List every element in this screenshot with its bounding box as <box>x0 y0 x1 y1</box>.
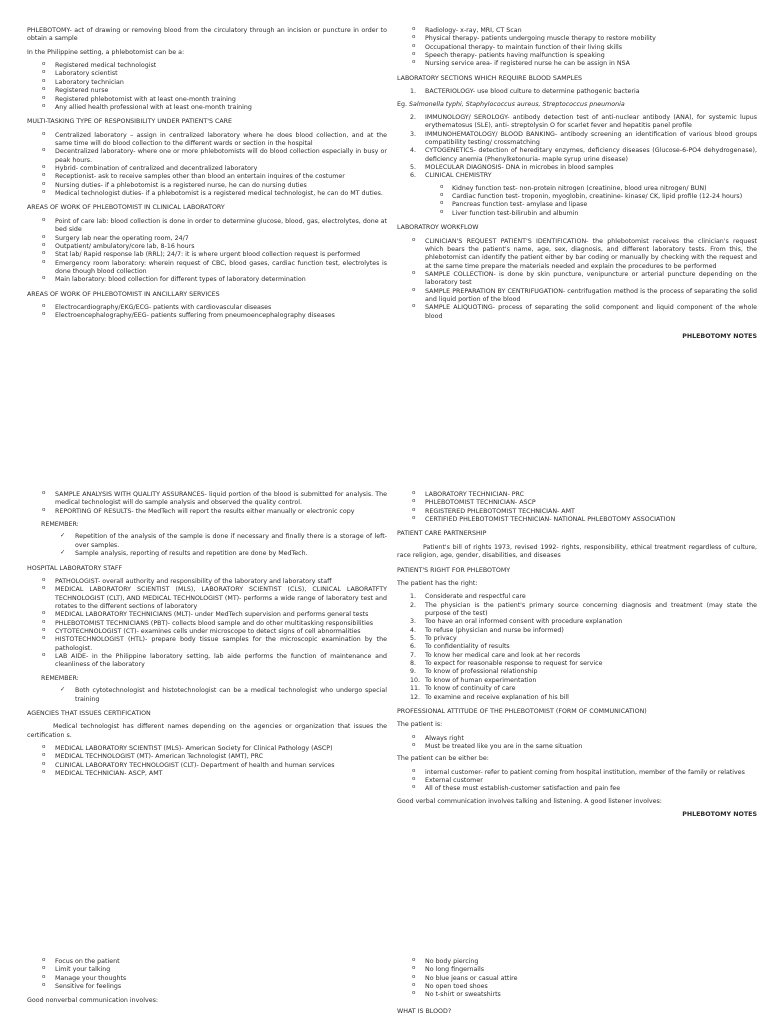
agencies-list <box>27 745 387 778</box>
list-item: o Laboratory technician <box>27 79 387 87</box>
list-item: o Must be treated like you are in the same situation <box>397 743 757 751</box>
list-item: o No t-shirt or sweatshirts <box>397 991 757 999</box>
list-item: o SAMPLE ANALYSIS WITH QUALITY ASSURANCES- liquid portion of the blood is submitted for analysis. The medical technologist will do sample analysis and observed the quality control. <box>27 491 387 508</box>
list-item: o Registered medical technologist <box>27 62 387 70</box>
list-item: o Always right <box>397 735 757 743</box>
page-1 <box>27 27 387 325</box>
list-item: o SAMPLE PREPARATION BY CENTRIFUGATION- centrifugation method is the process of separating the solid and liquid portion of the blood <box>397 288 757 305</box>
section-heading: LABORATORY SECTIONS WHICH REQUIRE BLOOD SAMPLES <box>397 74 583 82</box>
list-item: 10. To know of human experimentation <box>410 676 537 684</box>
workflow-continued-list <box>27 491 387 516</box>
list-item: 1. Considerate and respectful care <box>410 593 526 601</box>
list-item: o Sensitive for feelings <box>27 983 387 991</box>
list-item: o Outpatient/ ambulatory/core lab, 8-16 hours <box>27 243 387 251</box>
patient-is-text: The patient is: <box>397 721 443 729</box>
section-heading: WHAT IS BLOOD? <box>397 1007 452 1015</box>
list-item: o Pancreas function test- amylase and lipase <box>397 201 757 209</box>
list-item: o All of these must establish-customer satisfaction and pain fee <box>397 785 757 793</box>
list-item: 4. CYTOGENETICS- detection of hereditary enzymes, deficiency diseases (Glucose-6-PO4 dehydrogenase), deficiency anemia (Phenylketonuria- maple syrup urine disease) <box>410 147 757 163</box>
list-item: o HISTOTECHNOLOGIST (HTL)- prepare body tissue samples for the microscopic examination by the pathologist. <box>27 636 387 653</box>
list-item: 6. CLINICAL CHEMISTRY <box>410 172 492 180</box>
list-item: 9. To know of professional relationship <box>410 668 538 676</box>
list-item: 2. The physician is the patient's primary source concerning diagnosis and treatment (may state the purpose of the test) <box>410 601 757 617</box>
remember-label: REMEMBER: <box>41 674 79 682</box>
list-item: 12. To examine and receive explanation of his bill <box>410 693 569 701</box>
workflow-list <box>397 238 757 322</box>
list-item: 4. To refuse (physician and nurse be informed) <box>410 626 564 634</box>
list-item: o Cardiac function test- troponin, myoglobin, creatinine- kinase/ CK, lipid profile (12-24 hours) <box>397 193 757 201</box>
list-item: 7. To know her medical care and look at her records <box>410 651 581 659</box>
list-item: o Laboratory scientist <box>27 70 387 78</box>
list-item: o MEDICAL LABORATORY TECHNICIANS (MLT)- under MedTech supervision and performs general tests <box>27 611 387 619</box>
list-item: o Electrocardiography/EKG/ECG- patients with cardiovascular diseases <box>27 304 387 312</box>
list-item: 3. IMMUNOHEMATOLOGY/ BLOOD BANKING- antibody screening an identification of various blood groups compatibility testing/ crossmatching <box>410 130 757 146</box>
list-item: o No blue jeans or casual attire <box>397 975 757 983</box>
sections-list <box>397 114 757 181</box>
list-item: o REPORTING OF RESULTS- the MedTech will report the results either manually or electronic copy <box>27 508 387 516</box>
page-footer: PHLEBOTOMY NOTES <box>682 811 757 819</box>
list-item: o Kidney function test- non-protein nitrogen (creatinine, blood urea nitrogen/ BUN) <box>397 185 757 193</box>
section-heading: PATIENT CARE PARTNERSHIP <box>397 530 487 538</box>
list-item: o Main laboratory: blood collection for different types of laboratory determination <box>27 276 387 284</box>
list-item: o SAMPLE COLLECTION- is done by skin puncture, venipuncture or arterial puncture depending on the laboratory test <box>397 271 757 288</box>
section-heading: HOSPITAL LABORATORY STAFF <box>27 564 123 572</box>
list-item: o LAB AIDE- in the Philippine laboratory setting, lab aide performs the function of maintenance and cleanliness of the laboratory <box>27 653 387 670</box>
section-heading: PROFESSIONAL ATTITUDE OF THE PHLEBOTOMIST (FORM OF COMMUNICATION) <box>397 707 647 715</box>
sections-list-start <box>397 88 757 96</box>
list-item: o Point of care lab: blood collection is done in order to determine glucose, blood, gas, electrolytes, done at bed side <box>27 218 387 235</box>
agencies-intro: Medical technologist has different names depending on the agencies or organization that issues the certification s. <box>27 723 387 739</box>
roles-list <box>27 62 387 112</box>
list-item: 1. BACTERIOLOGY- use blood culture to determine pathogenic bacteria <box>410 88 640 96</box>
list-item: o No long fingernails <box>397 966 757 974</box>
list-item: o Registered phlebotomist with at least one-month training <box>27 96 387 104</box>
partnership-text: Patient's bill of rights 1973, revised 1992- rights, responsibility, ethical treatment regardless of culture, race religion, age, gender, disabilities, and diseases <box>397 543 757 560</box>
patient-is-list <box>397 735 757 752</box>
list-item: ✓ Repetition of the analysis of the sample is done if necessary and finally there is a storage of left-over samples. <box>27 533 387 550</box>
list-item: o MEDICAL LABORATORY SCIENTIST (MLS), LABORATORY SCIENTIST (CLS), CLINICAL LABORATFTY TECHNOLOGIST (CLT), AND MEDICAL TECHNOLOGIST (MT)- performs a wide range of laboratory test and rotates to the different sections of laboratory <box>27 586 387 611</box>
list-item: o LABORATORY TECHNICIAN- PRC <box>397 491 757 499</box>
page-4 <box>397 491 757 820</box>
staff-list <box>27 578 387 670</box>
page-2 <box>397 27 757 342</box>
page-footer: PHLEBOTOMY NOTES <box>682 333 757 341</box>
page-5 <box>27 958 387 1011</box>
rights-list <box>397 593 757 702</box>
list-item: o Medical technologist duties- if a phlebotomist is a registered medical technologist, he can do MT duties. <box>27 190 387 198</box>
list-item: o SAMPLE ALIQUOTING- process of separating the solid component and liquid component of the whole blood <box>397 304 757 321</box>
page-6 <box>397 958 757 1021</box>
remember-list <box>27 687 387 704</box>
list-item: o PATHOLOGIST- overall authority and responsibility of the laboratory and laboratory staff <box>27 578 387 586</box>
list-item: 2. IMMUNOLOGY/ SEROLOGY- antibody detection test of anti-nuclear antibody (ANA), for systemic lupus erythematosus (SLE), anti- streptolysin O for scarlet fever and hepatitis panel profile <box>410 113 757 130</box>
list-item: o CLINICAL LABORATORY TECHNOLOGIST (CLT)- Department of health and human services <box>27 762 387 770</box>
list-item: 3. Too have an oral informed consent with procedure explanation <box>410 618 623 626</box>
clinical-areas-list <box>27 218 387 285</box>
list-item: o Radiology- x-ray, MRI, CT Scan <box>397 27 757 35</box>
list-item: o Limit your talking <box>27 966 387 974</box>
section-heading: AREAS OF WORK OF PHLEBOTOMIST IN ANCILLARY SERVICES <box>27 290 220 298</box>
list-item: o REGISTERED PHLEBOTOMIST TECHNICIAN- AMT <box>397 508 757 516</box>
list-item: o PHLEBOTOMIST TECHNICIAN- ASCP <box>397 499 757 507</box>
list-item: 8. To expect for reasonable response to request for service <box>410 660 603 668</box>
list-item: o Physical therapy- patients undergoing muscle therapy to restore mobility <box>397 35 757 43</box>
list-item: o No open toed shoes <box>397 983 757 991</box>
ancillary-continued-list <box>397 27 757 69</box>
list-item: o MEDICAL TECHNOLOGIST (MT)- American Technologist (AMT), PRC <box>27 753 387 761</box>
patient-either-list <box>397 769 757 794</box>
section-heading: PATIENT'S RIGHT FOR PHLEBOTOMY <box>397 566 511 574</box>
list-item: o Manage your thoughts <box>27 975 387 983</box>
example-text: Eg. Salmonella typhi, Staphylococcus aureus, Streptococcus pneumonia <box>397 100 625 108</box>
list-item: o Stat lab/ Rapid response lab (RRL); 24/7: it is where urgent blood collection request is performed <box>27 251 387 259</box>
list-item: o MEDICAL LABORATORY SCIENTIST (MLS)- American Society for Clinical Pathology (ASCP) <box>27 745 387 753</box>
list-item: o Decentralized laboratory- where one or more phlebotomists will do blood collection especially in busy or peak hours. <box>27 148 387 165</box>
list-item: o No body piercing <box>397 958 757 966</box>
list-item: o Emergency room laboratory: wherein request of CBC, blood gases, cardiac function test, electrolytes is done though blood collection <box>27 260 387 277</box>
list-item: 5. MOLECULAR DIAGNOSIS- DNA in microbes in blood samples <box>410 164 614 172</box>
list-item: o Centralized laboratory – assign in centralized laboratory where he does blood collection, and at the same time will do blood collection to the different wards or section in the hospital <box>27 132 387 149</box>
listener-list <box>27 958 387 991</box>
list-item: o Speech therapy- patients having malfunction is speaking <box>397 52 757 60</box>
list-item: o Nursing duties- if a phlebotomist is a registered nurse, he can do nursing duties <box>27 182 387 190</box>
nonverbal-text: Good nonverbal communication involves: <box>27 997 158 1005</box>
list-item: o Surgery lab near the operating room, 24/7 <box>27 235 387 243</box>
list-item: o Nursing service area- if registered nurse he can be assign in NSA <box>397 60 757 68</box>
verbal-communication-text: Good verbal communication involves talking and listening. A good listener involves: <box>397 797 662 805</box>
list-item: o PHLEBOTOMIST TECHNICIANS (PBT)- collects blood sample and do other multitasking responsibilities <box>27 620 387 628</box>
section-heading: MULTI-TASKING TYPE OF RESPONSIBILITY UNDER PATIENT'S CARE <box>27 118 233 126</box>
phlebotomy-definition: PHLEBOTOMY- act of drawing or removing blood from the circulatory through an incision or puncture in order to obtain a sample <box>27 27 387 43</box>
list-item: o External customer <box>397 777 757 785</box>
list-item: o Hybrid- combination of centralized and decentralized laboratory <box>27 165 387 173</box>
agencies-continued-list <box>397 491 757 524</box>
ancillary-list <box>27 304 387 321</box>
list-item: ✓ Both cytotechnologist and histotechnologist can be a medical technologist who undergo special training <box>27 687 387 704</box>
list-item: o CERTIFIED PHLEBOTOMIST TECHNICIAN- NATIONAL PHLEBOTOMY ASSOCIATION <box>397 516 757 524</box>
list-item: o internal customer- refer to patient coming from hospital institution, member of the family or relatives <box>397 769 757 777</box>
patient-either-text: The patient can be either be: <box>397 755 489 763</box>
list-item: o CLINICIAN'S REQUEST PATIENT'S IDENTIFICATION- the phlebotomist receives the clinician's request which bears the patient's name, age, sex, diagnosis, and different laboratory tests. From this, the phlebotomist can identify the patient either by bar coding or manually by checking with the request and at the same time prepare the materials needed and explain the procedures to be performed <box>397 238 757 271</box>
list-item: 6. To confidentiality of results <box>410 643 510 651</box>
multitask-list <box>27 132 387 199</box>
list-item: o Focus on the patient <box>27 958 387 966</box>
section-heading: AGENCIES THAT ISSUES CERTIFICATION <box>27 709 151 717</box>
dress-code-list <box>397 958 757 1000</box>
list-item: 11. To know of continuity of care <box>410 685 516 693</box>
list-item: o CYTOTECHNOLOGIST (CT)- examines cells under microscope to detect signs of cell abnormalities <box>27 628 387 636</box>
page-3 <box>27 491 387 782</box>
list-item: o MEDICAL TECHNICIAN- ASCP, AMT <box>27 770 387 778</box>
section-heading: AREAS OF WORK OF PHLEBOTOMIST IN CLINICAL LABORATORY <box>27 204 225 212</box>
setting-text: In the Philippine setting, a phlebotomist can be a: <box>27 48 185 56</box>
list-item: o Occupational therapy- to maintain function of their living skills <box>397 44 757 52</box>
rights-intro: The patient has the right: <box>397 579 478 587</box>
list-item: 5. To privacy <box>410 635 457 643</box>
remember-list <box>27 533 387 558</box>
list-item: o Electroencephalography/EEG- patients suffering from pneumoencephalography diseases <box>27 312 387 320</box>
remember-label: REMEMBER: <box>41 521 79 529</box>
list-item: ✓ Sample analysis, reporting of results and repetition are done by MedTech. <box>27 550 387 558</box>
list-item: o Registered nurse <box>27 87 387 95</box>
chemistry-list <box>397 185 757 218</box>
section-heading: LABORATROY WORKFLOW <box>397 224 479 232</box>
list-item: o Receptionist- ask to receive samples other than blood an entertain inquires of the costumer <box>27 173 387 181</box>
list-item: o Any allied health professional with at least one-month training <box>27 104 387 112</box>
list-item: o Liver function test-bilirubin and albumin <box>397 210 757 218</box>
